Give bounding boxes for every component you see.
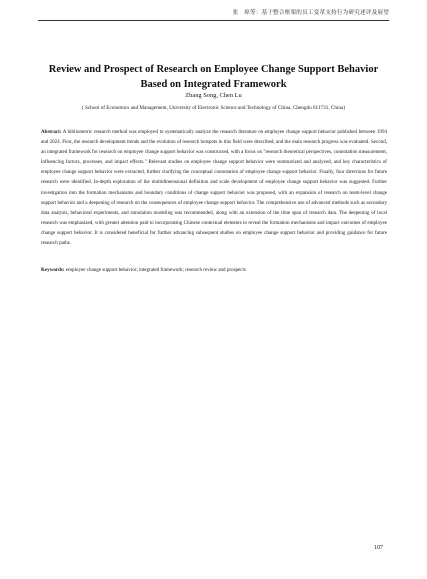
header-rule [38,20,389,21]
page-number: 107 [374,545,383,551]
abstract [41,127,387,248]
paper-title: Review and Prospect of Research on Employee Change Support Behavior Based on Integrated Framework [48,64,379,91]
running-head: 张 琼等：基于整合框架的员工变革支持行为研究述评及展望 [232,10,389,16]
keywords-label: Keywords: [41,267,65,273]
abstract-label: Abstract: [41,129,62,135]
authors: Zhang Song, Chen Lu [185,92,242,99]
keywords-text: employee change support behavior; integrated framework; research review and prospects [65,267,246,273]
abstract-text: A bibliometric research method was employed to systematically analyze the research literature on employee change support behavior published between 1994 and 2024. First, the research development trends and the evolution of research hotspots in this field were described, and the main research progress was evaluated. Second, an integrated framework for research on employee change support behavior was constructed, with a focus on "research theoretical perspectives, connotation measurement, influencing factors, processes, and impact effects." Relevant studies on employee change support behavior were summarized and analyzed, and key characteristics of employee change support behavior were extracted, further clarifying the conceptual connotation of employee change support behavior. Finally, four directions for future research were identified. In-depth exploration of the multidimensional definition and scale development of employee change support behavior was suggested. Further investigation into the formation mechanisms and boundary conditions of change support behavior was proposed, with an expansion of research on team-level change support behavior and a deepening of research on the consequences of employee change support behavior. The comprehensive use of advanced methods such as secondary data analysis, behavioral experiments, and simulation modeling was recommended, along with an extension of the time span of research data. The deepening of local research was emphasized, with greater attention paid to incorporating Chinese contextual elements to reveal the formation mechanisms and impact outcomes of employee change support behavior. It is considered beneficial for further advancing subsequent studies on employee change support behavior and providing guidance for future research paths. [41,129,388,247]
keywords [41,265,387,275]
affiliation: ( School of Economics and Management, University of Electronic Science and Technology of China, Chengdu 611731, China) [81,105,346,111]
